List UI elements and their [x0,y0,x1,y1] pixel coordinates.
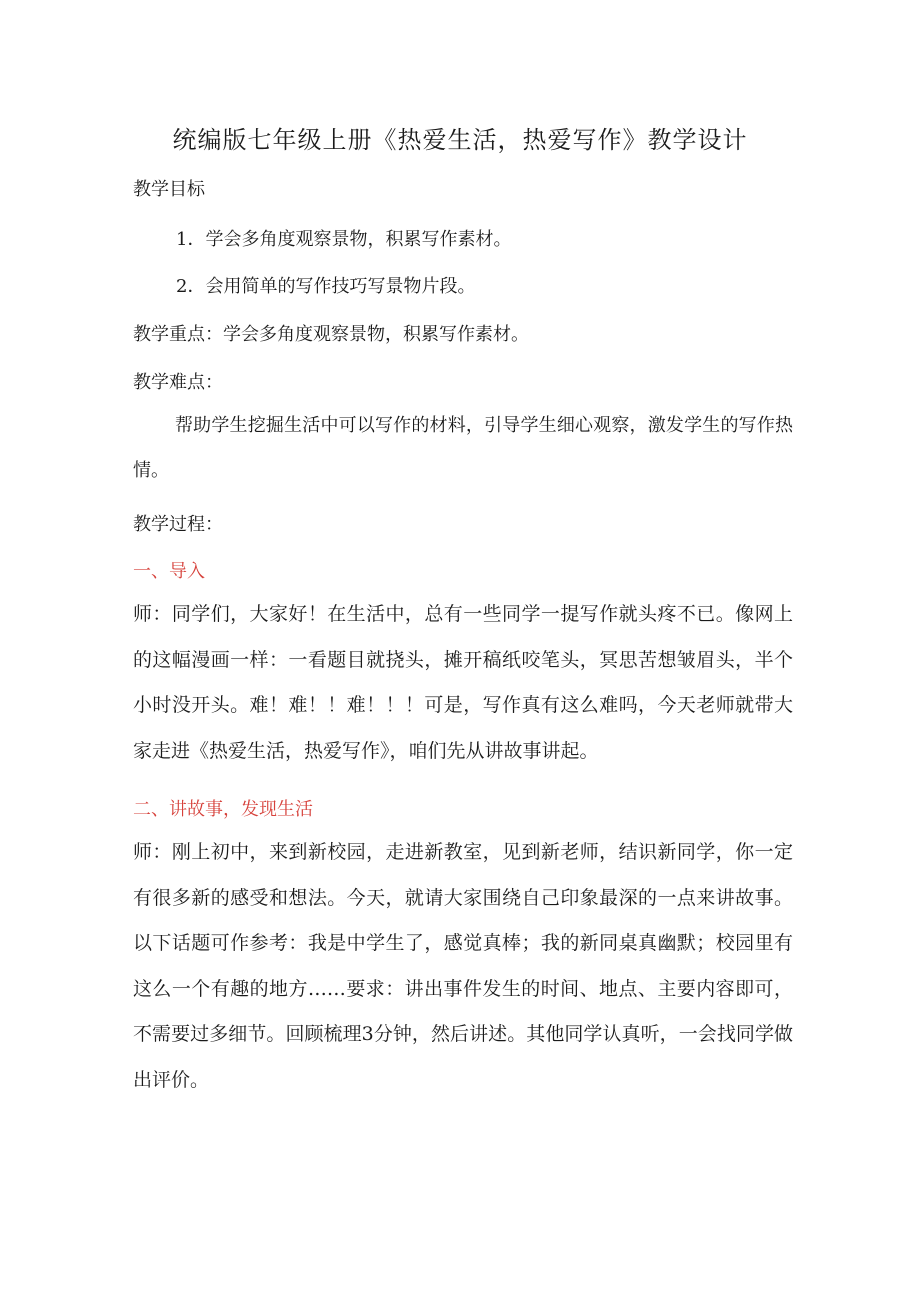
section-heading-intro: 一、导入 [133,561,205,582]
objective-item-2: 2．会用简单的写作技巧写景物片段。 [176,276,476,297]
objectives-heading: 教学目标 [133,179,205,200]
process-heading: 教学过程： [133,514,223,535]
key-point: 教学重点：学会多角度观察景物，积累写作素材。 [133,324,529,345]
section-text-intro: 师：同学们，大家好！在生活中，总有一些同学一提写作就头疼不已。像网上的这幅漫画一样：一看题目就挠头，摊开稿纸咬笔头，冥思苦想皱眉头，半个小时没开头。难！难！！难！！！可是，写作真有这么难吗，今天老师就带大家走进《热爱生活，热爱写作》，咱们先从讲故事讲起。 [133,603,793,762]
section-text-storytelling: 师：刚上初中，来到新校园，走进新教室，见到新老师，结识新同学，你一定有很多新的感受和想法。今天，就请大家围绕自己印象最深的一点来讲故事。以下话题可作参考：我是中学生了，感觉真棒；我的新同桌真幽默；校园里有这么一个有趣的地方……要求：讲出事件发生的时间、地点、主要内容即可，不需要过多细节。回顾梳理3分钟，然后讲述。其他同学认真听，一会找同学做出评价。 [133,841,793,1091]
difficulty-heading: 教学难点： [133,372,223,393]
section-heading-storytelling: 二、讲故事，发现生活 [133,799,313,820]
document-title: 统编版七年级上册《热爱生活，热爱写作》教学设计 [172,126,748,154]
objective-item-1: 1．学会多角度观察景物，积累写作素材。 [176,229,512,250]
difficulty-text: 帮助学生挖掘生活中可以写作的材料，引导学生细心观察，激发学生的写作热情。 [133,415,793,481]
